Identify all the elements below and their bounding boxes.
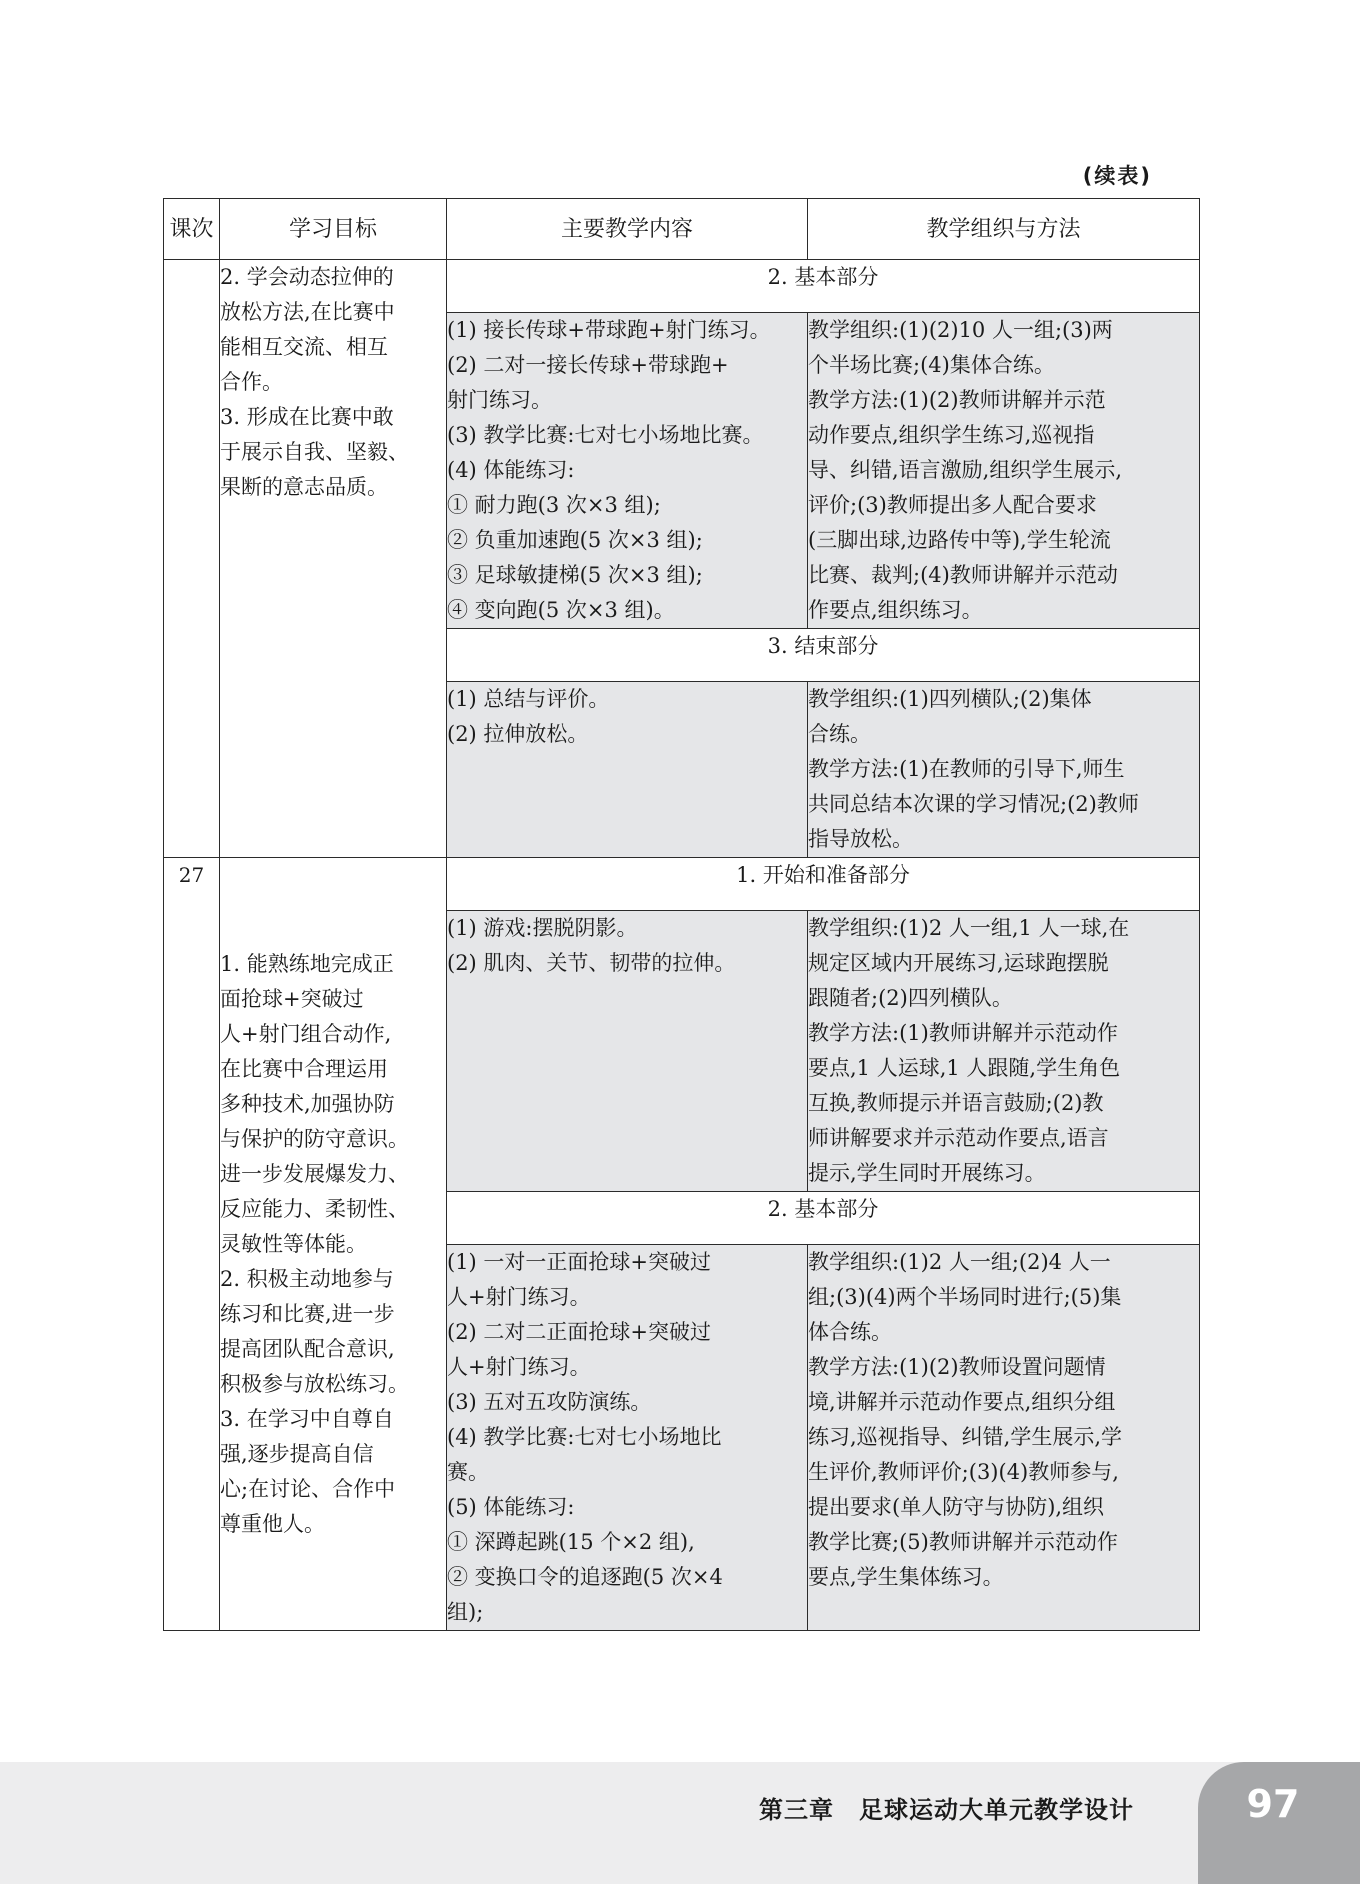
method-line: 教学组织:(1)2 人一组,1 人一球,在 [808,916,1130,940]
method-line: 教学方法:(1)(2)教师设置问题情 [808,1355,1106,1379]
goal-line: 练习和比赛,进一步 [220,1301,395,1326]
content-line: (2) 二对一接长传球+带球跑+ [447,353,729,377]
teaching-content [447,1245,808,1631]
goal-line: 3. 在学习中自尊自 [220,1406,394,1431]
page-footer [0,1762,1360,1884]
content-line: ③ 足球敏捷梯(5 次×3 组); [447,563,703,587]
header-goals: 学习目标 [220,199,447,260]
lesson-number [164,260,220,858]
goal-line: 2. 学会动态拉伸的 [220,265,394,289]
section-title: 1. 开始和准备部分 [447,858,1200,911]
content-line: ④ 变向跑(5 次×3 组)。 [447,598,675,622]
method-line: 练习,巡视指导、纠错,学生展示,学 [808,1425,1123,1449]
teaching-method [808,911,1200,1192]
content-line: (2) 拉伸放松。 [447,722,589,746]
continued-label: (续表) [1082,164,1152,188]
goal-line: 果断的意志品质。 [220,475,388,499]
content-line: 赛。 [447,1460,489,1484]
content-line: (2) 二对二正面抢球+突破过 [447,1320,712,1344]
method-line: 个半场比赛;(4)集体合练。 [808,353,1055,377]
goal-line: 多种技术,加强协防 [220,1091,395,1116]
content-line: ① 耐力跑(3 次×3 组); [447,493,661,517]
method-line: 教学比赛;(5)教师讲解并示范动作 [808,1530,1118,1554]
teaching-method [808,313,1200,629]
lesson-plan-table [163,198,1200,1631]
learning-goals [220,260,447,858]
teaching-content [447,313,808,629]
method-line: 生评价,教师评价;(3)(4)教师参与, [808,1460,1119,1484]
teaching-method [808,1245,1200,1631]
teaching-content [447,911,808,1192]
goal-line: 进一步发展爆发力、 [220,1161,409,1186]
method-line: 互换,教师提示并语言鼓励;(2)教 [808,1091,1104,1115]
header-lesson: 课次 [164,199,220,260]
table-row [164,858,1200,911]
goal-line: 积极参与放松练习。 [220,1371,409,1396]
content-line: (5) 体能练习: [447,1495,575,1519]
goal-line: 尊重他人。 [220,1511,325,1536]
section-title: 3. 结束部分 [447,629,1200,682]
method-line: 作要点,组织练习。 [808,598,983,622]
content-line: (3) 五对五攻防演练。 [447,1390,652,1414]
goal-line: 提高团队配合意识, [220,1336,395,1361]
section-title: 2. 基本部分 [447,260,1200,313]
teaching-method [808,682,1200,858]
content-line: ① 深蹲起跳(15 个×2 组), [447,1530,695,1554]
method-line: 导、纠错,语言激励,组织学生展示, [808,458,1123,482]
content-line: (1) 一对一正面抢球+突破过 [447,1250,712,1274]
goal-line: 灵敏性等体能。 [220,1231,367,1256]
section-title: 2. 基本部分 [447,1192,1200,1245]
method-line: 共同总结本次课的学习情况;(2)教师 [808,792,1139,816]
goal-line: 在比赛中合理运用 [220,1056,388,1081]
method-line: 提出要求(单人防守与协防),组织 [808,1495,1105,1519]
goal-line: 放松方法,在比赛中 [220,300,395,324]
content-line: (4) 教学比赛:七对七小场地比 [447,1425,722,1449]
header-content: 主要教学内容 [447,199,808,260]
method-line: 合练。 [808,722,871,746]
goal-line: 心;在讨论、合作中 [220,1476,396,1501]
goal-line: 2. 积极主动地参与 [220,1266,394,1291]
method-line: 跟随者;(2)四列横队。 [808,986,1013,1010]
method-line: 动作要点,组织学生练习,巡视指 [808,423,1095,447]
learning-goals [220,858,447,1631]
content-line: (1) 总结与评价。 [447,687,610,711]
content-line: (2) 肌肉、关节、韧带的拉伸。 [447,951,736,975]
table-row [164,260,1200,313]
method-line: 体合练。 [808,1320,892,1344]
method-line: 提示,学生同时开展练习。 [808,1161,1046,1185]
content-line: ② 负重加速跑(5 次×3 组); [447,528,703,552]
goal-line: 面抢球+突破过 [220,986,364,1011]
content-line: 人+射门练习。 [447,1355,591,1379]
content-line: 人+射门练习。 [447,1285,591,1309]
method-line: 组;(3)(4)两个半场同时进行;(5)集 [808,1285,1122,1309]
chapter-title: 第三章 足球运动大单元教学设计 [759,1796,1134,1824]
teaching-content [447,682,808,858]
content-line: (1) 接长传球+带球跑+射门练习。 [447,318,771,342]
goal-line: 反应能力、柔韧性、 [220,1196,409,1221]
method-line: 比赛、裁判;(4)教师讲解并示范动 [808,563,1118,587]
content-line: ② 变换口令的追逐跑(5 次×4 [447,1565,723,1589]
goal-line: 1. 能熟练地完成正 [220,951,394,976]
goal-line: 合作。 [220,370,283,394]
method-line: 规定区域内开展练习,运球跑摆脱 [808,951,1109,975]
method-line: 教学组织:(1)2 人一组;(2)4 人一 [808,1250,1111,1274]
method-line: (三脚出球,边路传中等),学生轮流 [808,528,1111,552]
method-line: 要点,1 人运球,1 人跟随,学生角色 [808,1056,1121,1080]
method-line: 教学方法:(1)在教师的引导下,师生 [808,757,1125,781]
method-line: 教学组织:(1)(2)10 人一组;(3)两 [808,318,1113,342]
goal-line: 3. 形成在比赛中敢 [220,405,394,429]
goal-line: 能相互交流、相互 [220,335,388,359]
content-line: 射门练习。 [447,388,552,412]
content-line: (1) 游戏:摆脱阴影。 [447,916,638,940]
table-header-row [164,199,1200,260]
method-line: 教学方法:(1)教师讲解并示范动作 [808,1021,1118,1045]
lesson-number: 27 [164,858,220,1631]
goal-line: 强,逐步提高自信 [220,1441,374,1466]
goal-line: 于展示自我、坚毅、 [220,440,409,464]
method-line: 境,讲解并示范动作要点,组织分组 [808,1390,1116,1414]
content-line: 组); [447,1600,484,1624]
method-line: 要点,学生集体练习。 [808,1565,1004,1589]
method-line: 教学方法:(1)(2)教师讲解并示范 [808,388,1106,412]
goal-line: 与保护的防守意识。 [220,1126,409,1151]
goal-line: 人+射门组合动作, [220,1021,392,1046]
content-line: (3) 教学比赛:七对七小场地比赛。 [447,423,764,447]
method-line: 师讲解要求并示范动作要点,语言 [808,1126,1109,1150]
method-line: 指导放松。 [808,827,913,851]
method-line: 评价;(3)教师提出多人配合要求 [808,493,1097,517]
page-number: 97 [1246,1782,1300,1826]
method-line: 教学组织:(1)四列横队;(2)集体 [808,687,1092,711]
header-method: 教学组织与方法 [808,199,1200,260]
content-line: (4) 体能练习: [447,458,575,482]
